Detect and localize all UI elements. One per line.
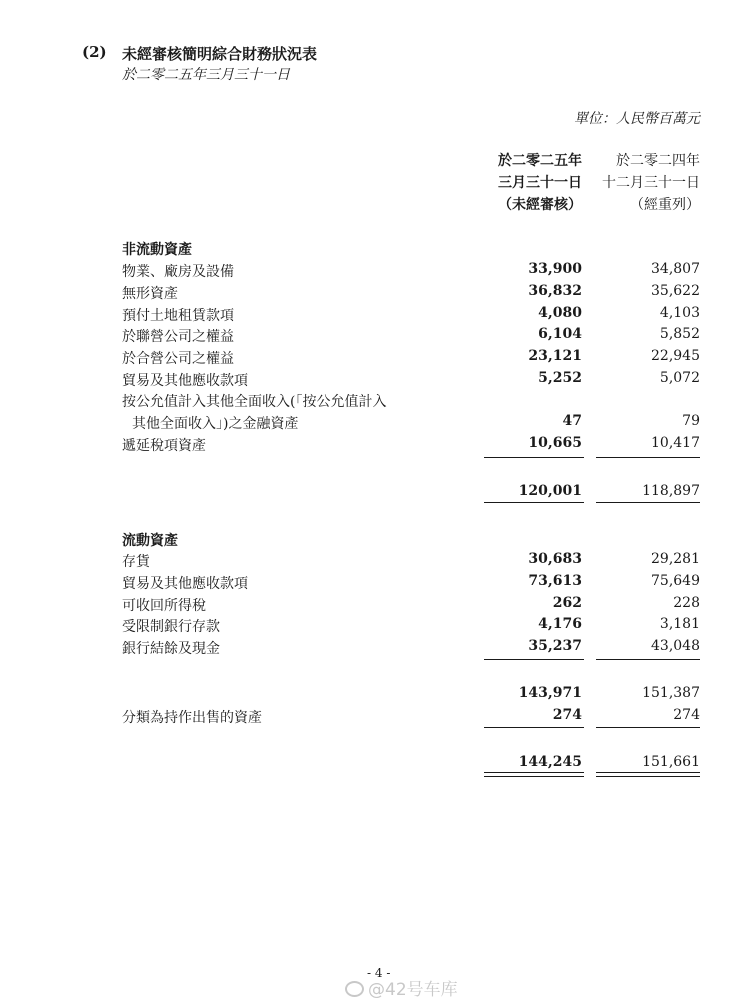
- held-for-sale-current: 274: [552, 707, 582, 723]
- row-label: 於合營公司之權益: [122, 351, 234, 367]
- row-value-current: 30,683: [528, 551, 582, 567]
- held-for-sale-prior: 274: [673, 707, 700, 723]
- column-header-prior-line2: 十二月三十一日: [602, 175, 700, 191]
- total-non-current-prior: 118,897: [642, 483, 700, 499]
- row-value-current: 33,900: [528, 261, 582, 277]
- row-label: 受限制銀行存款: [122, 619, 220, 635]
- column-header-current-line1: 於二零二五年: [498, 153, 582, 169]
- row-value-current: 73,613: [528, 573, 582, 589]
- row-label: 預付土地租賃款項: [122, 308, 234, 324]
- watermark-text: @42号车库: [368, 980, 458, 1000]
- row-value-current: 262: [552, 595, 582, 611]
- row-label: 貿易及其他應收款項: [122, 576, 248, 592]
- underline-rule: [484, 659, 584, 660]
- underline-rule: [596, 727, 700, 728]
- column-header-current-line2: 三月三十一日: [498, 175, 582, 191]
- underline-rule: [596, 659, 700, 660]
- row-value-prior: 3,181: [659, 616, 700, 632]
- row-value-current: 10,665: [528, 435, 582, 451]
- row-value-prior: 75,649: [651, 573, 700, 589]
- underline-rule: [484, 457, 584, 458]
- column-header-current-line3: （未經審核）: [498, 197, 582, 213]
- row-label: 銀行結餘及現金: [122, 641, 220, 657]
- underline-rule: [596, 457, 700, 458]
- row-value-current: 47: [562, 413, 582, 429]
- row-value-current: 4,080: [538, 305, 582, 321]
- row-label-held-for-sale: 分類為持作出售的資產: [122, 710, 262, 726]
- page-number: - 4 -: [367, 966, 391, 980]
- row-value-prior: 35,622: [651, 283, 700, 299]
- row-value-current: 5,252: [538, 370, 582, 386]
- row-value-prior: 43,048: [651, 638, 700, 654]
- total-current-assets-prior: 151,661: [642, 754, 700, 770]
- row-label: 存貨: [122, 554, 150, 570]
- row-value-prior: 5,852: [659, 326, 700, 342]
- section-number: (2): [82, 43, 107, 61]
- currency-unit: 單位：人民幣百萬元: [574, 111, 700, 127]
- row-label: 貿易及其他應收款項: [122, 373, 248, 389]
- total-non-current-current: 120,001: [518, 483, 582, 499]
- column-header-prior: [602, 150, 700, 216]
- double-underline-rule: [596, 772, 700, 777]
- watermark: [345, 975, 458, 1000]
- section-heading-non-current: 非流動資產: [122, 242, 192, 258]
- section-heading-current: 流動資產: [122, 533, 178, 549]
- row-label-continued: 其他全面收入」)之金融資產: [132, 416, 299, 432]
- row-value-current: 23,121: [528, 348, 582, 364]
- column-header-current: [498, 150, 582, 216]
- row-value-current: 6,104: [538, 326, 582, 342]
- total-current-assets-current: 144,245: [518, 754, 582, 770]
- row-label: 可收回所得稅: [122, 598, 206, 614]
- weibo-icon: [345, 981, 364, 997]
- underline-rule: [484, 502, 584, 503]
- row-value-prior: 10,417: [651, 435, 700, 451]
- row-value-prior: 5,072: [659, 370, 700, 386]
- row-value-prior: 4,103: [659, 305, 700, 321]
- column-header-prior-line3: （經重列）: [630, 197, 700, 213]
- column-header-prior-line1: 於二零二四年: [616, 153, 700, 169]
- underline-rule: [596, 502, 700, 503]
- subtotal-current-assets-prior: 151,387: [642, 685, 700, 701]
- row-label: 遞延稅項資產: [122, 438, 206, 454]
- row-value-prior: 29,281: [651, 551, 700, 567]
- row-label: 於聯營公司之權益: [122, 329, 234, 345]
- page-title: 未經審核簡明綜合財務狀況表: [122, 45, 318, 63]
- page-subtitle: 於二零二五年三月三十一日: [122, 67, 290, 83]
- subtotal-current-assets-current: 143,971: [518, 685, 582, 701]
- row-value-prior: 79: [682, 413, 700, 429]
- row-label: 物業、廠房及設備: [122, 264, 234, 280]
- row-value-prior: 22,945: [651, 348, 700, 364]
- row-label: 按公允值計入其他全面收入(「按公允值計入: [122, 394, 387, 410]
- row-value-current: 36,832: [528, 283, 582, 299]
- double-underline-rule: [484, 772, 584, 777]
- row-value-current: 4,176: [538, 616, 582, 632]
- row-value-prior: 228: [673, 595, 700, 611]
- underline-rule: [484, 727, 584, 728]
- row-value-prior: 34,807: [651, 261, 700, 277]
- row-value-current: 35,237: [528, 638, 582, 654]
- row-label: 無形資產: [122, 286, 178, 302]
